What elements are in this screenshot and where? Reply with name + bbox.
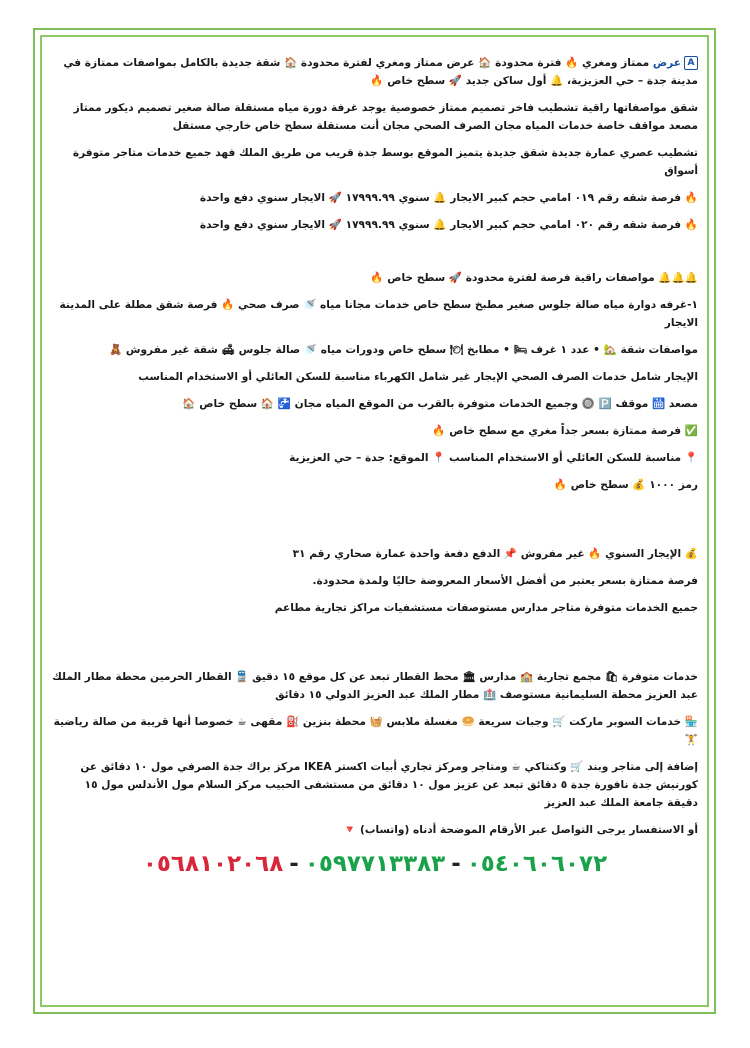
nearby-malls-paragraph: إضافة إلى متاجر وبند 🛒 وكنتاكي ☕ ومتاجر ومركز تجاري أبيات اكستر IKEA مركز براك جدة الصرفي مول ١٠ دقائق عن كورنيش جدة نافورة جدة ٥ دقائق تبعد عن عزيز مول ١٠ دقائق من مستشفى الحبيب مركز السلام مول الأندلس مول ١٥ دقيقة جامعة الملك عبد العزيز <box>80 761 698 809</box>
listing-document <box>52 54 698 879</box>
nearby-services-line: جميع الخدمات متوفرة متاجر مدارس مستوصفات مستشفيات مراكز تجارية مطاعم <box>274 602 698 614</box>
phone-separator: - <box>289 851 299 877</box>
finishing-paragraph: تشطيب عصري عمارة جديدة شقق جديدة يتميز الموقع بوسط جدة قريب من طريق الملك فهد جميع خدمات متاجر متوفرة أسواق <box>72 147 698 177</box>
best-price-line: فرصة ممتازة بسعر يعتبر من أفضل الأسعار المعروضة حاليًا ولمدة محدودة. <box>312 575 698 587</box>
headline-paragraph <box>52 54 698 90</box>
apartment-specs-list: مواصفات شقة 🏡 • عدد ١ غرف 🛏 • مطابخ 🍽 سطح خاص ودورات مياه 🚿 صالة جلوس 🛋 شقة غير مفروش 🧸 <box>108 344 698 356</box>
phone-number-1[interactable]: ٠٥٤٠٦٠٦٠٧٢ <box>466 851 608 877</box>
available-services-paragraph: خدمات متوفرة 🛍 مجمع تجارية 🏫 مدارس 🏛 محط القطار تبعد عن كل موقع ١٥ دقيق 🚆 القطار الحرمين محطة مطار الملك عبد العزيز محطة السليمانية مستوصف 🏥 مطار الملك عبد العزيز الدولي ١٥ دقائق <box>52 671 698 701</box>
phone-numbers <box>52 849 698 879</box>
location-line: 📍 مناسبة للسكن العائلي أو الاستخدام المناسب 📍 الموقع: جدة – حي العزيزية <box>289 452 698 464</box>
apartment-020-offer: 🔥 فرصة شقه رقم ٠٢٠ امامي حجم كبير الايجار 🔔 سنوي ١٧٩٩٩.٩٩ 🚀 الايجار سنوي دفع واحدة <box>199 219 698 231</box>
phone-separator: - <box>451 851 461 877</box>
headline-text: ممتاز ومغري 🔥 فترة محدودة 🏠 عرض ممتاز ومغري لفترة محدودة 🏠 شقة جديدة بالكامل بمواصفات ممتازة في مدينة جدة – حي العزيزية، 🔔 أول ساكن جديد 🚀 سطح خاص 🔥 <box>63 57 698 87</box>
annual-rent-line: 💰 الإيجار السنوي 🔥 غير مفروش 📌 الدفع دفعة واحدة عمارة صحاري رقم ٣١ <box>292 548 698 560</box>
contact-instructions: أو الاستفسار يرجى التواصل عبر الأرقام الموضحة أدناه (واتساب) 🔻 <box>343 824 698 836</box>
great-opportunity-line: ✅ فرصة ممتازة بسعر جداً مغري مع سطح خاص 🔥 <box>432 425 698 437</box>
letter-a-badge-icon: A <box>684 56 698 70</box>
apartment-019-offer: 🔥 فرصة شقه رقم ٠١٩ امامي حجم كبير الايجار 🔔 سنوي ١٧٩٩٩.٩٩ 🚀 الايجار سنوي دفع واحدة <box>199 192 698 204</box>
phone-number-3[interactable]: ٠٥٦٨١٠٢٠٦٨ <box>142 851 284 877</box>
section-spacer <box>52 626 698 668</box>
room-description: ١-غرفه دوارة مياه صالة جلوس صغير مطبخ سطح خاص خدمات مجانا مياه 🚿 صرف صحي 🔥 فرصة شقق مطلة على المدينة الايجار <box>59 299 698 329</box>
headline-offer-word: عرض <box>652 57 681 69</box>
code-line: رمز ١٠٠٠ 💰 سطح خاص 🔥 <box>553 479 698 491</box>
section-spacer <box>52 503 698 545</box>
specs-paragraph: شقق مواصفاتها راقية تشطيب فاخر تصميم ممتاز خصوصية يوجد غرفة دورة مياه مستقلة صالة صغير تصميم ديكور ممتاز مصعد مواقف خاصة خدمات المياه مجان الصرف الصحي مجان أنت مستقلة سطح خاص خارجي مستقل <box>73 102 698 132</box>
amenities-line: مصعد 🛗 موقف 🅿️ 🔘 وجميع الخدمات متوفرة بالقرب من الموقع المياه مجان 🚰 🏠 سطح خاص 🏠 <box>182 398 698 410</box>
phone-number-2[interactable]: ٠٥٩٧٧١٣٣٨٣ <box>304 851 446 877</box>
premium-specs-heading: 🔔🔔🔔 مواصفات راقية فرصة لفترة محدودة 🚀 سطح خاص 🔥 <box>370 272 698 284</box>
rent-inclusions: الإيجار شامل خدمات الصرف الصحي الإيجار غير شامل الكهرباء مناسبة للسكن العائلي أو الاستخدام المناسب <box>138 371 698 383</box>
section-spacer <box>52 243 698 269</box>
supermarket-services-line: 🏪 خدمات السوبر ماركت 🛒 وجبات سريعة 🥯 مغسلة ملابس 🧺 محطة بنزين ⛽ مقهى ☕ خصوصا أنها قريبة من صالة رياضية 🏋 <box>53 716 698 746</box>
